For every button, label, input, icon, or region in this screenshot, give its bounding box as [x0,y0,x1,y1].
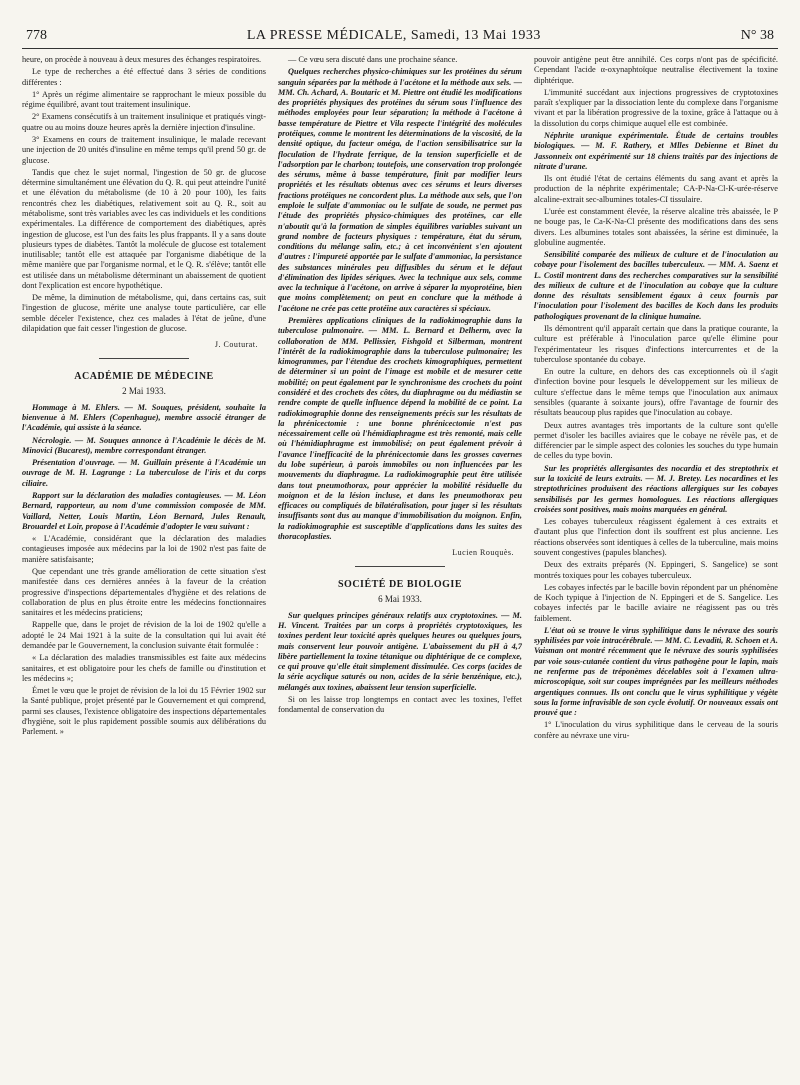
paragraph: heure, on procède à nouveau à deux mesures des échanges respiratoires. [22,55,262,64]
article-paragraph: Sur quelques principes généraux relatifs aux cryptotoxines. — M. H. Vincent. Traitées par un corps à propriétés cryptotoxiques, les toxines perdent leur toxicité après quelques heures ou quelques jours, mais conservent leur pouvoir antigène. L'abaissement du pH à 4,7 libère partiellement la toxine tétanique ou diphtérique de ce complexe, ce qui prouve qu'elle était simplement dissimulée. Ces corps (acides de la série acyclique saturés ou non, acides de la série benzénique, etc.), mélangés aux toxines, abaissent leur tension superficielle. [278,610,522,692]
article-paragraph: Présentation d'ouvrage. — M. Guillain présente à l'Académie un ouvrage de M. H. Lagrange : La tuberculose de l'iris et du corps ciliaire. [22,458,266,488]
page-header [22,28,778,49]
article-paragraph: Premières applications cliniques de la radiokimographie dans la tuberculose pulmonaire. — MM. L. Bernard et Delherm, avec la collaboration de MM. Pellissier, Fishgold et Silberman, montrent l'intérêt de la radiokimographie dans la tuberculose pulmonaire; les kimogrammes, par l'étendue des crochets kimographiques, permettent de déterminer si un point de l'image est mobile et de mesurer cette mobilité; on peut également par le synchronisme des crochets du point considéré et des crochets des côtes, du diaphragme ou du médiastin se rendre compte de quelle influence dépend la mobilité de ce point. La radiokimographie donne des renseignements précis sur les résultats de la phrénicectomie : une bonne phrénicectomie n'est pas nécessairement celle où l'hémidiaphragme est très remonté, mais celle où l'hémidiaphragme est immobilisé; on peut également prévoir à l'avance l'inefficacité de la phrénicectomie dans les grosses cavernes du lobe supérieur, à parois immobiles ou non influencées par les mouvements du diaphragme. La radiokimographie peut être utilisée dans tout pneumothorax, pour apprécier la mobilité résiduelle du moignon et de la lésion incluse, et dans les pneumothorax peu efficaces ou compliqués de bilatéralisation, pour juger si les résultats insuffisants sont dus au manque d'immobilisation du moignon. Enfin, la radiokimographie est susceptible d'applications dans les suites des thoracoplasties. [278,316,522,541]
paragraph: L'immunité succédant aux injections progressives de cryptotoxines paraît s'expliquer par la dissociation lente du complexe dans l'organisme vivant et par la libération progressive de la toxine, grâce à l'attaque ou à la dissolution du corps chimique auquel elle est combinée. [534,87,778,128]
page-number: 778 [26,28,47,43]
article-paragraph: Nécrologie. — M. Souques annonce à l'Académie le décès de M. Minovici (Bucarest), membre correspondant étranger. [22,435,266,455]
author-signature: Lucien Rouquès. [452,548,514,558]
paragraph: Les cobayes tuberculeux réagissent également à ces extraits et d'autant plus que l'infection dont ils souffrent est plus ancienne. Les réactions observées sont identiques à celles de la tuberculine, mais moins souvent congestives (papules blanches). [534,517,778,557]
column-2 [278,55,522,1085]
article-paragraph: Sensibilité comparée des milieux de culture et de l'inoculation au cobaye pour l'isolement des bacilles tuberculeux. — MM. A. Saenz et L. Costil montrent dans des recherches comparatives sur la sensibilité des milieux de culture et de l'inoculation au cobaye que la culture donne des résultats sensiblement égaux à ceux fournis par l'inoculation pour l'isolement des bacilles de Koch dans les produits pathologiques provenant de la clinique humaine. [534,250,778,321]
paragraph: pouvoir antigène peut être annihilé. Ces corps n'ont pas de spécificité. Cependant l'acide α-oxynaphtoïque neutralise électivement la toxine diphtérique. [534,55,778,85]
author-signature: J. Couturat. [214,340,258,350]
column-1 [22,55,266,1085]
article-paragraph: Hommage à M. Ehlers. — M. Souques, président, souhaite la bienvenue à M. Ehlers (Copenhague), membre associé étranger de l'Académie, qui assiste à la séance. [22,402,266,433]
article-paragraph: Rapport sur la déclaration des maladies contagieuses. — M. Léon Bernard, rapporteur, au nom d'une commission composée de MM. Vaillard, Netter, Louis Martin, Léon Bernard, Jules Renault, Brouardel et Loir, propose à l'Académie d'adopter le vœu suivant : [22,491,266,531]
paragraph: Deux des extraits préparés (N. Eppingeri, S. Sangelice) se sont montrés toxiques pour les cobayes tuberculeux. [534,560,778,580]
issue-number: N° 38 [740,28,774,43]
paragraph: De même, la diminution de métabolisme, qui, dans certains cas, suit l'ingestion de glucose, mérite une analyse toute particulière, car elle semble déceler l'existence, chez ces malades à l'état de jeûne, d'une dilapidation que fait cesser l'ingestion de glucose. [22,293,266,334]
paragraph: « L'Académie, considérant que la déclaration des maladies contagieuses imposée aux médecins par la loi de 1902 n'est pas faite de manière satisfaisante; [22,534,266,564]
paragraph: Rappelle que, dans le projet de révision de la loi de 1902 qu'elle a adopté le 24 Mai 1921 à la suite de la consultation qui lui avait été demandée par le Gouvernement, la conclusion suivante était formulée : [22,620,266,650]
paragraph: Si on les laisse trop longtemps en contact avec les toxines, l'effet fondamental de conservation du [278,694,522,715]
paragraph: L'urée est constamment élevée, la réserve alcaline très abaissée, le P ne bouge pas, le Ca-K-Na-Cl présente des modifications dans des sens divers. Les albumines totales sont abaissées, la sérine est diminuée, la globuline augmentée. [534,206,778,247]
paragraph: — Ce vœu sera discuté dans une prochaine séance. [288,55,458,64]
section-date: 6 Mai 1933. [378,593,422,604]
paragraph: Ils ont étudié l'état de certains éléments du sang avant et après la production de la néphrite expérimentale; CA-P-Na-Cl-K-urée-réserve alcaline-extrait sec-albumines totales-CI tissulaire. [534,174,778,204]
paragraph: Le type de recherches a été effectué dans 3 séries de conditions différentes : [22,67,266,87]
paragraph: 1° L'inoculation du virus syphilitique dans le cerveau de la souris confère au névraxe une viru- [534,720,778,740]
paragraph: 3° Examens en cours de traitement insulinique, le malade recevant une injection de 20 unités d'insuline en même temps qu'il prend 50 gr. de glucose. [22,134,266,165]
article-paragraph: L'état où se trouve le virus syphilitique dans le névraxe des souris syphilisées par voie intracérébrale. — MM. C. Levaditi, R. Schoen et A. Vaisman ont montré récemment que le névraxe des souris syphilisées par voie sous-cutanée contient du virus pathogène pour le lapin, mais ne renferme pas de tréponèmes décelables soit à l'examen ultra-microscopique, soit sur coupes imprégnées par les meilleurs méthodes argentiques connues. Ils ont conclu que le virus syphilitique y végète sous la forme infravisible de son cycle évolutif. Or nouveaux essais ont prouvé que : [534,625,778,718]
paragraph: Émet le vœu que le projet de révision de la loi du 15 Février 1902 sur la Santé publique, projet présenté par le Gouvernement et qui comprend, parmi ses clauses, l'existence obligatoire des inspections départementales d'hygiène, soit le plus rapidement possible soumis aux délibérations du Parlement. » [22,686,266,737]
journal-title: LA PRESSE MÉDICALE, Samedi, 13 Mai 1933 [246,28,541,43]
paragraph: 1° Après un régime alimentaire se rapprochant le mieux possible du régime équilibré, avant tout traitement insulinique. [22,89,266,110]
paragraph: Que cependant une très grande amélioration de cette situation s'est manifestée dans ces dernières années à la faveur de la création progressive d'inspections départementales d'hygiène et des relations de collaboration de plus en plus étroite entre les médecins fonctionnaires sanitaires et les médecins praticiens; [22,566,266,618]
paragraph: 2° Examens consécutifs à un traitement insulinique et pratiqués vingt-quatre ou au moins douze heures après la dernière injection d'insuline. [22,112,266,132]
divider [355,566,445,567]
column-3 [534,55,778,1085]
section-title-biologie: SOCIÉTÉ DE BIOLOGIE [338,579,462,591]
article-paragraph: Quelques recherches physico-chimiques sur les protéines du sérum sanguin séparées par la méthode à l'acétone et la méthode aux sels. — MM. Ch. Achard, A. Boutaric et M. Piettre ont étudié les modifications des propriétés physiques des protéines du sérum sous l'influence des méthodes employées pour leur séparation; la méthode à l'acétone à basse température de Piettre et Vila respecte l'intégrité des molécules protéiques, comme le montrent les déterminations de la viscosité, de la densité optique, du facteur oméga, de l'action sensibilisatrice sur la floculation de l'hydrate ferrique, de la tension superficielle et de l'adsorption par le charbon; toutefois, une conservation trop prolongée des sérums, même à basse température, finit par modifier leurs propriétés et les résultats obtenus avec ces sérums et leurs diverses fractions protéiques ne concordent plus. La méthode aux sels, que l'on emploie le sulfate d'ammoniac ou le sulfate de soude, ne permet pas l'étude des propriétés physico-chimiques des protéines, car elle n'aboutit qu'à la formation de simples équilibres variables suivant un grand nombre de facteurs physiques : température, état du sérum, conditions du mélange salin, etc.; à cet inconvénient s'en ajoutent d'autres : l'impureté apportée par le sulfate d'ammoniac, la persistance des substances minérales peu diffusibles du sérum et le défaut d'élimination des lipides sériques. Avec la technique aux sels, comme avec la technique à l'acétone, on arrive à séparer la myoprotéine, bien que moins complètement; on peut en conclure que la méthode à l'acétone ne crée pas cette protéine aux caractères si spéciaux. [278,67,522,313]
paragraph: « La déclaration des maladies transmissibles est faite aux médecins sanitaires, et est obligatoire pour les chefs de famille ou d'institution et les médecins »; [22,653,266,683]
article-paragraph: Sur les propriétés allergisantes des nocardia et des streptothrix et sur la toxicité de leurs extraits. — M. J. Bretey. Les nocardines et les streptothricines produisent des réactions allergiques sur les cobayes sensibilisés par les germes homologues. Les réactions allergiques croisées sont positives, mais moins marquées en général. [534,463,778,514]
paragraph: Ils démontrent qu'il apparaît certain que dans la pratique courante, la culture est préférable à l'inoculation parce qu'elle élimine pour l'expérimentateur les risques d'infections intercurrentes et de la tuberculose spontanée du cobaye. [534,324,778,364]
paragraph: Deux autres avantages très importants de la culture sont qu'elle permet d'isoler les bacilles aviaires que le cobaye ne révèle pas, et de différencier par le simple aspect des colonies les souches du type humain de celles du type bovin. [534,420,778,461]
section-date: 2 Mai 1933. [122,385,166,396]
paragraph: En outre la culture, en dehors des cas exceptionnels où il s'agit d'infection bovine pour lesquels le développement sur les milieux de culture s'effectue dans le même temps que l'inoculation aux animaux sensibles (quarante à soixante jours), offre l'avantage de fournir des résultats beaucoup plus rapides que l'inoculation au cobaye. [534,367,778,418]
divider [99,358,189,359]
article-paragraph: Néphrite uranique expérimentale. Étude de certains troubles biologiques. — M. F. Rathery, et Mlles Debienne et Binet du Jassonneix ont expérimenté sur 18 chiens traités par des injections de nitrate d'urane. [534,130,778,171]
paragraph: Les cobayes infectés par le bacille bovin répondent par un phénomène de Koch typique à l'injection de N. Eppingeri et de S. Sangelice. Les cobayes infectés par le bacille aviaire ne réagissent pas ou très faiblement. [534,582,778,623]
paragraph: Tandis que chez le sujet normal, l'ingestion de 50 gr. de glucose détermine simultanément une élévation du Q. R. qui peut atteindre l'unité et une élévation du métabolisme (de 10 à 20 pour 100), les faits rencontrés chez les diabétiques, relativement soit au Q. R., soit au métabolisme, sont très variables avec les cas individuels et les conditions expérimentales. La différence de comportement des diabétiques, après ingestion de glucose, est l'un des faits les plus frappants. Il y a sans doute plusieurs types de diabètes. Tantôt la molécule de glucose est totalement inutilisable; tantôt elle est attaquée par l'organisme diabétique de la même manière que par l'organisme normal, et le Q. R. s'élève; tantôt elle est utilisée dans un métabolisme déterminant un abaissement de quotient dont l'explication est encore hypothétique. [22,167,266,290]
section-title-academie: ACADÉMIE DE MÉDECINE [74,371,214,383]
columns [22,55,778,1085]
